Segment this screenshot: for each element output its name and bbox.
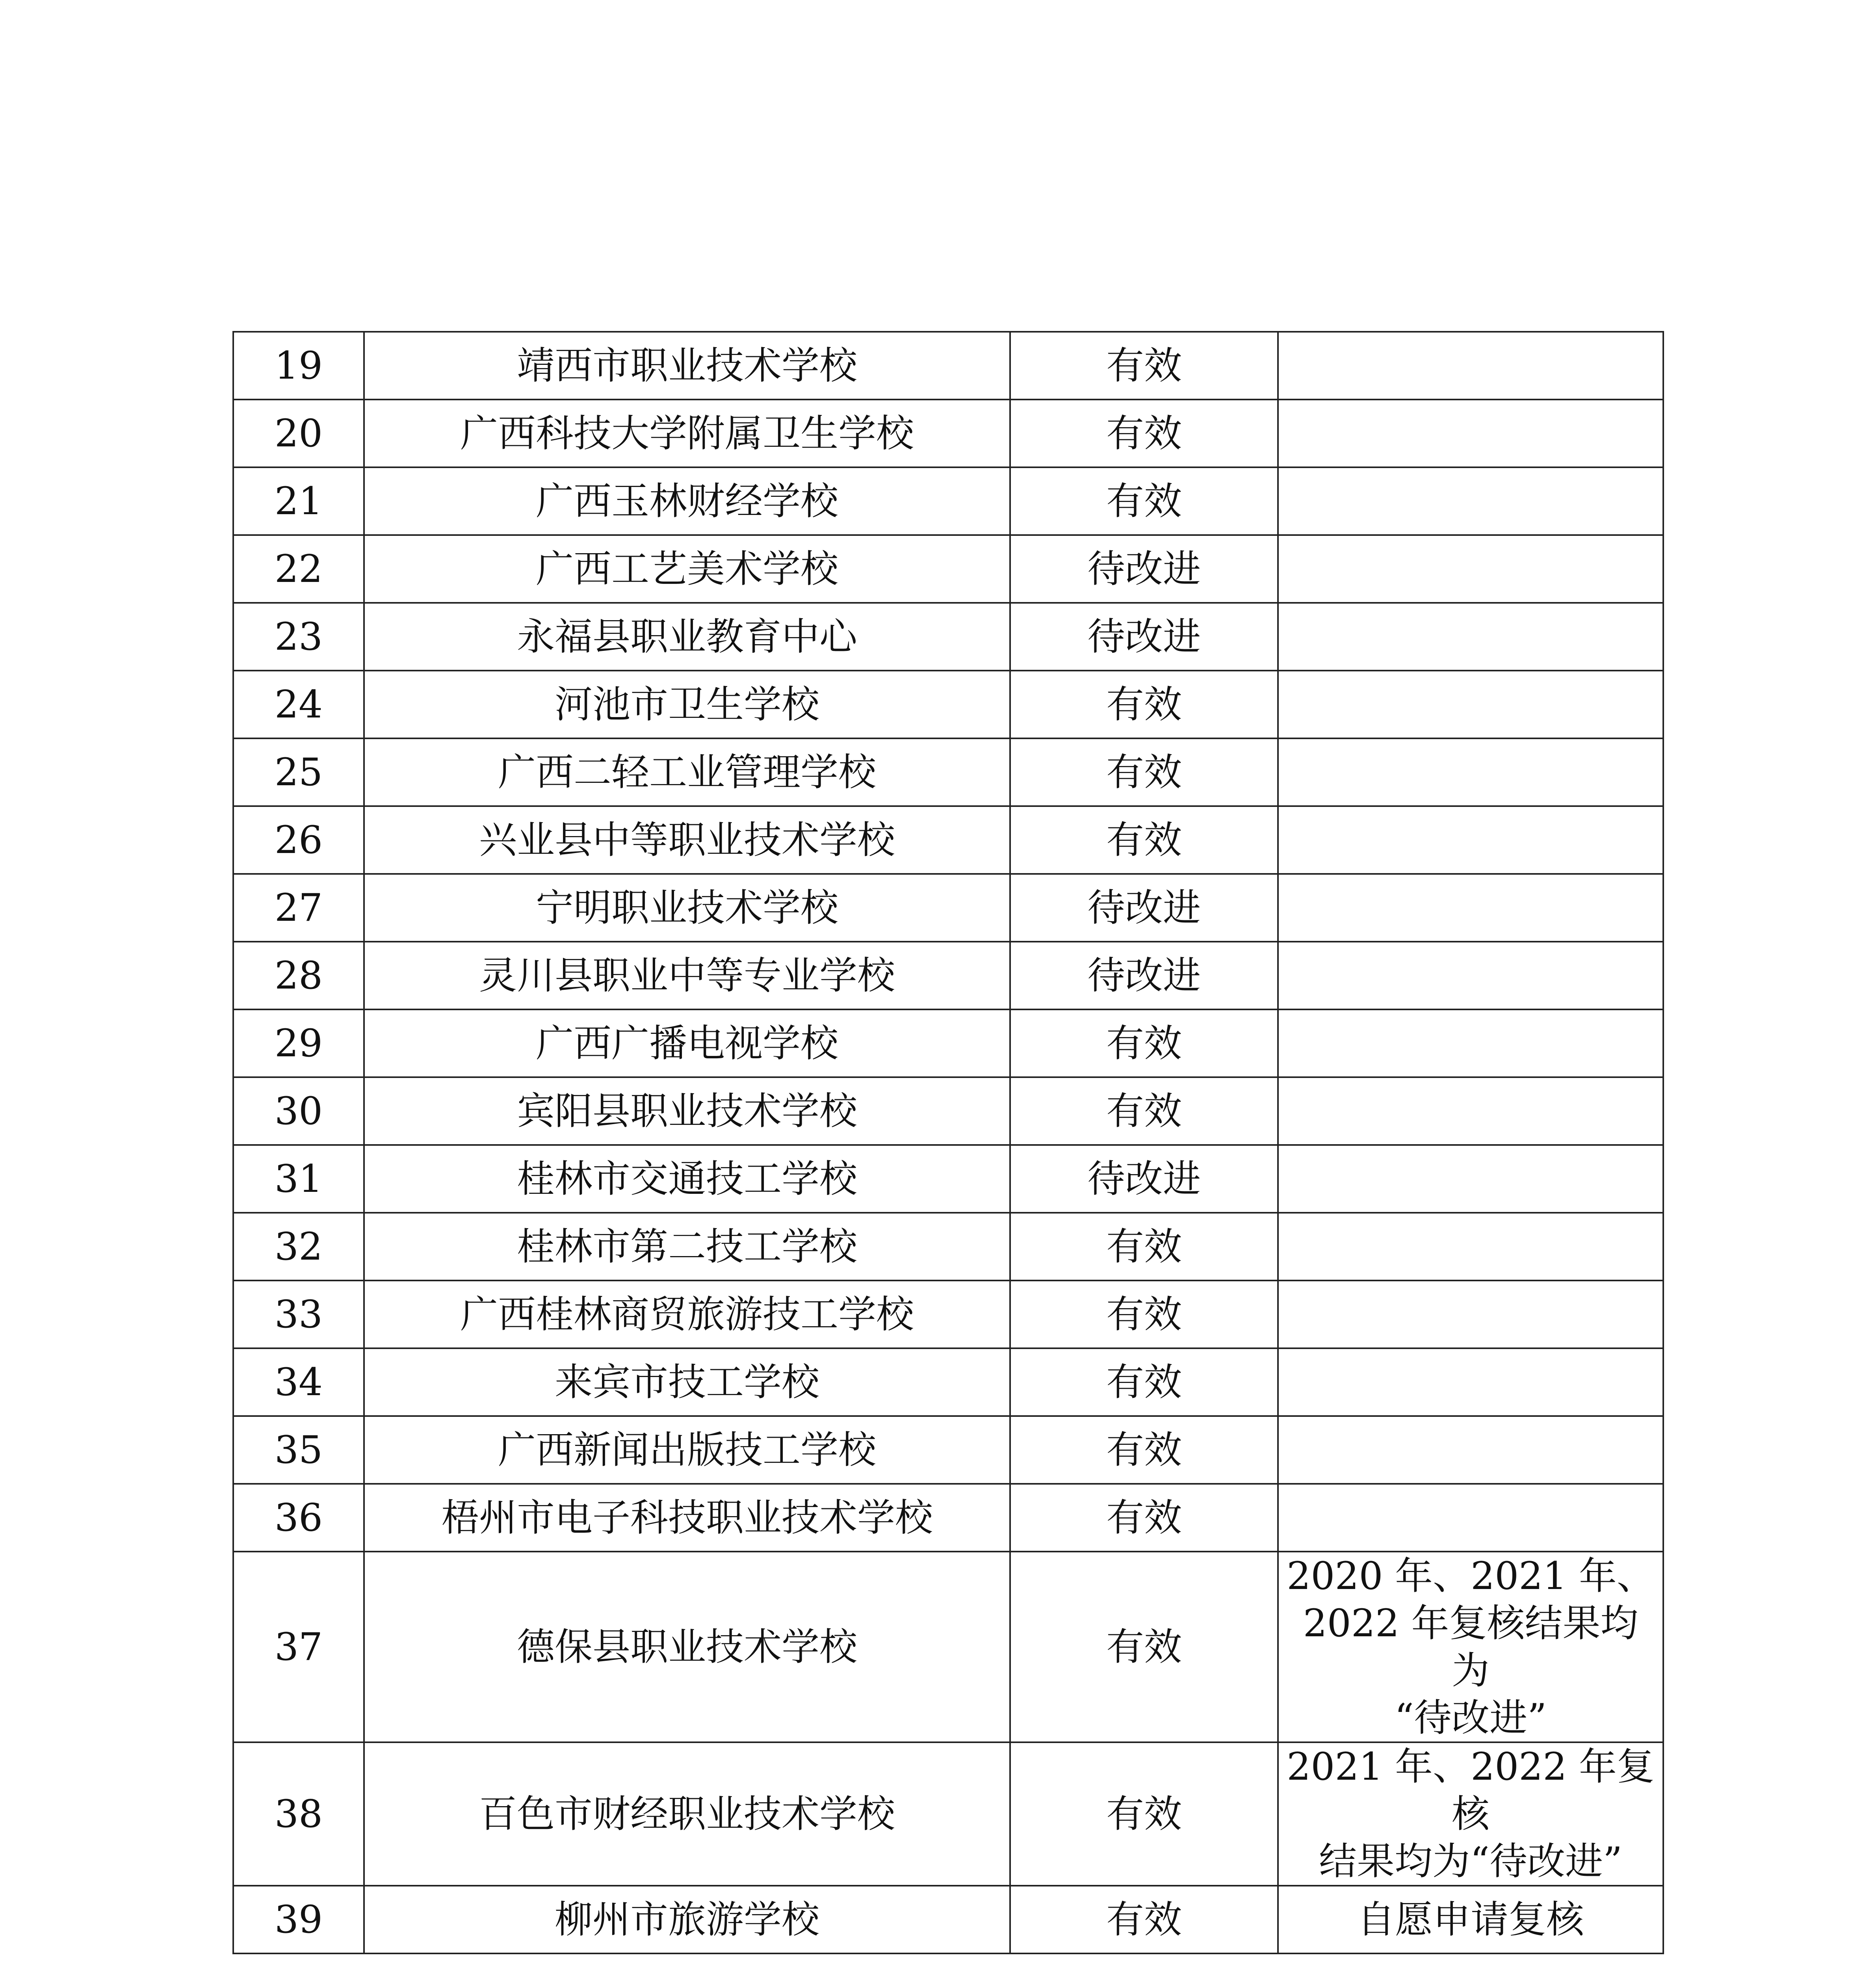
remark-cell xyxy=(1278,1484,1663,1552)
remark-cell xyxy=(1278,1280,1663,1348)
school-name-cell xyxy=(364,1077,1010,1145)
table-row xyxy=(233,1742,1663,1886)
school-name-cell xyxy=(364,942,1010,1009)
table-row xyxy=(233,1484,1663,1552)
remark-cell xyxy=(1278,942,1663,1009)
row-number-cell-text: 22 xyxy=(274,547,323,591)
row-number-cell-text: 21 xyxy=(274,479,323,523)
remark-cell xyxy=(1278,1416,1663,1484)
school-name-cell xyxy=(364,874,1010,942)
remark-cell xyxy=(1278,332,1663,400)
table-row xyxy=(233,806,1663,874)
remark-cell xyxy=(1278,1077,1663,1145)
remark-cell xyxy=(1278,806,1663,874)
school-name-cell-text: 广西桂林商贸旅游技工学校 xyxy=(460,1292,914,1336)
school-name-cell-text: 广西新闻出版技工学校 xyxy=(498,1428,876,1472)
table-row xyxy=(233,603,1663,671)
school-name-cell-text: 百色市财经职业技术学校 xyxy=(479,1792,895,1836)
remark-cell xyxy=(1278,400,1663,467)
school-name-cell-text: 柳州市旅游学校 xyxy=(555,1898,819,1942)
review-result-cell-text: 有效 xyxy=(1106,1898,1182,1942)
row-number-cell-text: 32 xyxy=(274,1225,323,1269)
row-number-cell-text: 26 xyxy=(274,818,323,862)
remark-cell xyxy=(1278,1886,1663,1953)
review-result-cell xyxy=(1010,1742,1278,1886)
row-number-cell-text: 33 xyxy=(274,1292,323,1336)
table-row xyxy=(233,1348,1663,1416)
school-name-cell-text: 德保县职业技术学校 xyxy=(517,1625,857,1669)
row-number-cell-text: 30 xyxy=(274,1089,323,1133)
row-number-cell xyxy=(233,1280,364,1348)
remark-cell xyxy=(1278,671,1663,738)
review-result-cell xyxy=(1010,1886,1278,1953)
school-name-cell-text: 宾阳县职业技术学校 xyxy=(517,1089,857,1133)
school-name-cell xyxy=(364,671,1010,738)
row-number-cell xyxy=(233,332,364,400)
table-row xyxy=(233,1009,1663,1077)
row-number-cell-text: 24 xyxy=(274,682,323,727)
review-result-cell-text: 有效 xyxy=(1106,1292,1182,1336)
row-number-cell xyxy=(233,1348,364,1416)
review-result-cell xyxy=(1010,1552,1278,1742)
row-number-cell xyxy=(233,1213,364,1280)
school-name-cell xyxy=(364,1886,1010,1953)
review-result-cell-text: 有效 xyxy=(1106,1428,1182,1472)
review-result-cell-text: 有效 xyxy=(1106,750,1182,794)
school-name-cell xyxy=(364,1280,1010,1348)
row-number-cell xyxy=(233,467,364,535)
table-row xyxy=(233,467,1663,535)
school-name-cell xyxy=(364,1552,1010,1742)
school-name-cell-text: 灵川县职业中等专业学校 xyxy=(479,953,895,998)
review-result-cell-text: 有效 xyxy=(1106,344,1182,388)
table-row xyxy=(233,400,1663,467)
school-name-cell-text: 广西玉林财经学校 xyxy=(536,479,838,523)
school-name-cell xyxy=(364,1484,1010,1552)
row-number-cell-text: 25 xyxy=(274,750,323,794)
table-row xyxy=(233,1886,1663,1953)
row-number-cell-text: 28 xyxy=(274,953,323,998)
row-number-cell-text: 37 xyxy=(274,1625,323,1669)
remark-cell xyxy=(1278,467,1663,535)
remark-cell xyxy=(1278,1213,1663,1280)
review-result-cell xyxy=(1010,1484,1278,1552)
remark-cell xyxy=(1278,1348,1663,1416)
remark-cell xyxy=(1278,603,1663,671)
review-result-cell-text: 有效 xyxy=(1106,1089,1182,1133)
table-row xyxy=(233,671,1663,738)
review-result-cell-text: 待改进 xyxy=(1087,615,1201,659)
school-name-cell xyxy=(364,806,1010,874)
row-number-cell-text: 19 xyxy=(274,344,323,388)
school-name-cell xyxy=(364,1416,1010,1484)
remark-cell-text: 自愿申请复核 xyxy=(1357,1898,1584,1942)
row-number-cell xyxy=(233,1145,364,1213)
review-result-cell xyxy=(1010,1213,1278,1280)
school-name-cell-text: 宁明职业技术学校 xyxy=(536,886,838,930)
review-result-cell xyxy=(1010,738,1278,806)
school-name-cell-text: 广西广播电视学校 xyxy=(536,1021,838,1065)
review-result-cell xyxy=(1010,1009,1278,1077)
remark-cell xyxy=(1278,1145,1663,1213)
review-result-cell xyxy=(1010,535,1278,603)
row-number-cell xyxy=(233,1484,364,1552)
results-table xyxy=(232,331,1664,1954)
review-result-cell-text: 有效 xyxy=(1106,1792,1182,1836)
row-number-cell-text: 38 xyxy=(274,1792,323,1836)
school-name-cell-text: 桂林市第二技工学校 xyxy=(517,1225,857,1269)
review-result-cell xyxy=(1010,400,1278,467)
table-row xyxy=(233,738,1663,806)
row-number-cell xyxy=(233,1077,364,1145)
row-number-cell-text: 36 xyxy=(274,1496,323,1540)
school-name-cell-text: 广西工艺美术学校 xyxy=(536,547,838,591)
review-result-cell-text: 待改进 xyxy=(1087,886,1201,930)
row-number-cell xyxy=(233,1552,364,1742)
school-name-cell-text: 广西二轻工业管理学校 xyxy=(498,750,876,794)
results-table-body xyxy=(233,332,1663,1953)
review-result-cell-text: 有效 xyxy=(1106,479,1182,523)
school-name-cell xyxy=(364,1348,1010,1416)
remark-cell xyxy=(1278,738,1663,806)
school-name-cell-text: 来宾市技工学校 xyxy=(555,1360,819,1404)
row-number-cell-text: 35 xyxy=(274,1428,323,1472)
table-row xyxy=(233,1552,1663,1742)
row-number-cell xyxy=(233,738,364,806)
school-name-cell xyxy=(364,738,1010,806)
table-row xyxy=(233,1416,1663,1484)
review-result-cell xyxy=(1010,942,1278,1009)
school-name-cell-text: 桂林市交通技工学校 xyxy=(517,1157,857,1201)
school-name-cell xyxy=(364,1742,1010,1886)
table-row xyxy=(233,1280,1663,1348)
row-number-cell xyxy=(233,400,364,467)
review-result-cell xyxy=(1010,603,1278,671)
remark-cell-text: 2020 年、2021 年、 2022 年复核结果均为 “待改进” xyxy=(1287,1554,1655,1740)
table-row xyxy=(233,332,1663,400)
review-result-cell xyxy=(1010,806,1278,874)
review-result-cell xyxy=(1010,1077,1278,1145)
review-result-cell-text: 待改进 xyxy=(1087,547,1201,591)
review-result-cell-text: 有效 xyxy=(1106,411,1182,455)
table-row xyxy=(233,1077,1663,1145)
school-name-cell xyxy=(364,603,1010,671)
row-number-cell xyxy=(233,806,364,874)
review-result-cell xyxy=(1010,874,1278,942)
review-result-cell xyxy=(1010,671,1278,738)
school-name-cell xyxy=(364,535,1010,603)
remark-cell xyxy=(1278,535,1663,603)
table-row xyxy=(233,535,1663,603)
table-row xyxy=(233,1213,1663,1280)
review-result-cell-text: 有效 xyxy=(1106,1496,1182,1540)
row-number-cell xyxy=(233,874,364,942)
row-number-cell xyxy=(233,1009,364,1077)
review-result-cell-text: 有效 xyxy=(1106,1225,1182,1269)
school-name-cell-text: 河池市卫生学校 xyxy=(555,682,819,727)
review-result-cell xyxy=(1010,467,1278,535)
review-result-cell xyxy=(1010,1348,1278,1416)
table-row xyxy=(233,874,1663,942)
table-row xyxy=(233,942,1663,1009)
review-result-cell-text: 待改进 xyxy=(1087,953,1201,998)
row-number-cell-text: 39 xyxy=(274,1898,323,1942)
review-result-cell-text: 有效 xyxy=(1106,682,1182,727)
school-name-cell-text: 永福县职业教育中心 xyxy=(517,615,857,659)
remark-cell xyxy=(1278,874,1663,942)
review-result-cell-text: 待改进 xyxy=(1087,1157,1201,1201)
row-number-cell-text: 20 xyxy=(274,411,323,455)
school-name-cell xyxy=(364,400,1010,467)
row-number-cell-text: 34 xyxy=(274,1360,323,1404)
row-number-cell xyxy=(233,671,364,738)
row-number-cell-text: 29 xyxy=(274,1021,323,1065)
school-name-cell xyxy=(364,1009,1010,1077)
school-name-cell-text: 靖西市职业技术学校 xyxy=(517,344,857,388)
review-result-cell xyxy=(1010,332,1278,400)
school-name-cell-text: 梧州市电子科技职业技术学校 xyxy=(441,1496,933,1540)
review-result-cell-text: 有效 xyxy=(1106,1021,1182,1065)
row-number-cell xyxy=(233,535,364,603)
school-name-cell xyxy=(364,332,1010,400)
review-result-cell-text: 有效 xyxy=(1106,818,1182,862)
remark-cell xyxy=(1278,1009,1663,1077)
row-number-cell-text: 27 xyxy=(274,886,323,930)
row-number-cell xyxy=(233,1742,364,1886)
row-number-cell xyxy=(233,1886,364,1953)
review-result-cell-text: 有效 xyxy=(1106,1625,1182,1669)
row-number-cell xyxy=(233,1416,364,1484)
remark-cell-text: 2021 年、2022 年复核 结果均为“待改进” xyxy=(1287,1745,1655,1883)
review-result-cell xyxy=(1010,1280,1278,1348)
row-number-cell xyxy=(233,942,364,1009)
remark-cell xyxy=(1278,1552,1663,1742)
school-name-cell xyxy=(364,1213,1010,1280)
school-name-cell-text: 兴业县中等职业技术学校 xyxy=(479,818,895,862)
review-result-cell xyxy=(1010,1416,1278,1484)
review-result-cell xyxy=(1010,1145,1278,1213)
review-result-cell-text: 有效 xyxy=(1106,1360,1182,1404)
school-name-cell xyxy=(364,1145,1010,1213)
row-number-cell-text: 31 xyxy=(274,1157,323,1201)
remark-cell xyxy=(1278,1742,1663,1886)
row-number-cell-text: 23 xyxy=(274,615,323,659)
table-row xyxy=(233,1145,1663,1213)
row-number-cell xyxy=(233,603,364,671)
school-name-cell xyxy=(364,467,1010,535)
school-name-cell-text: 广西科技大学附属卫生学校 xyxy=(460,411,914,455)
